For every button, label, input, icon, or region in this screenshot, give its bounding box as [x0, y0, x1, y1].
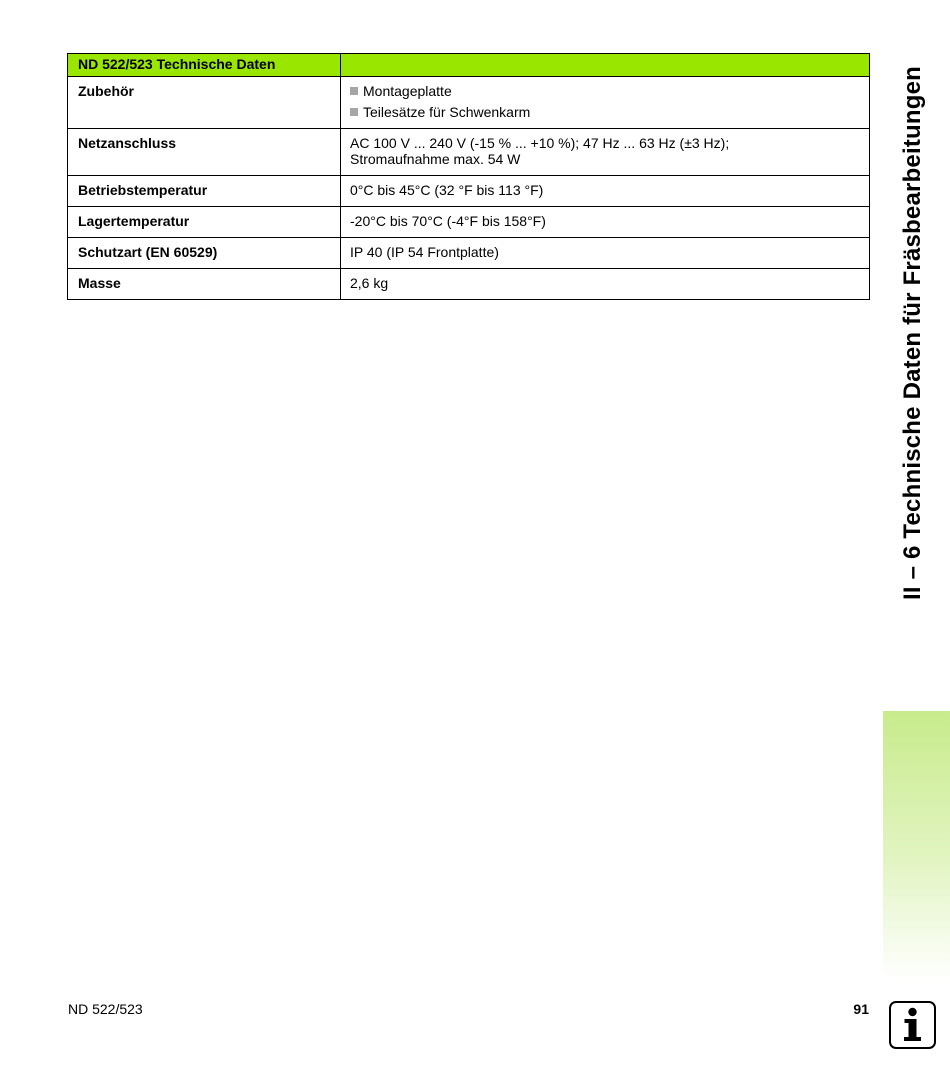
- table-header-empty-cell: [341, 54, 870, 77]
- value-line: IP 40 (IP 54 Frontplatte): [350, 244, 499, 260]
- page-number: 91: [853, 1001, 869, 1017]
- info-icon: [889, 1001, 936, 1049]
- list-item: [350, 104, 869, 120]
- bullet-text: Teilesätze für Schwenkarm: [363, 104, 531, 120]
- row-value-schutzart: [341, 238, 870, 269]
- row-label-masse: Masse: [68, 269, 341, 300]
- row-label-zubehoer: Zubehör: [68, 77, 341, 129]
- table-row: [68, 269, 870, 300]
- value-line: -20°C bis 70°C (-4°F bis 158°F): [350, 213, 546, 229]
- chapter-tab-band: [883, 711, 950, 981]
- row-value-masse: [341, 269, 870, 300]
- row-label-netzanschluss: Netzanschluss: [68, 129, 341, 176]
- row-label-betriebstemperatur: Betriebstemperatur: [68, 176, 341, 207]
- table-row: [68, 77, 870, 129]
- square-bullet-icon: [350, 87, 358, 95]
- table-row: [68, 129, 870, 176]
- row-value-betriebstemperatur: [341, 176, 870, 207]
- footer-product-name: ND 522/523: [68, 1001, 143, 1017]
- row-label-lagertemperatur: Lagertemperatur: [68, 207, 341, 238]
- table-row: [68, 207, 870, 238]
- info-glyph: [891, 1003, 934, 1047]
- row-value-zubehoer: [341, 77, 870, 129]
- value-line: 0°C bis 45°C (32 °F bis 113 °F): [350, 182, 544, 198]
- row-value-netzanschluss: [341, 129, 870, 176]
- table-header-row: [68, 54, 870, 77]
- technical-data-table: [67, 53, 870, 300]
- value-line: 2,6 kg: [350, 275, 389, 291]
- square-bullet-icon: [350, 108, 358, 116]
- bullet-text: Montageplatte: [363, 83, 452, 99]
- value-line: AC 100 V ... 240 V (-15 % ... +10 %); 47 Hz ... 63 Hz (±3 Hz);: [350, 135, 730, 151]
- table-row: [68, 238, 870, 269]
- value-line: Stromaufnahme max. 54 W: [350, 151, 521, 167]
- row-value-lagertemperatur: [341, 207, 870, 238]
- table-row: [68, 176, 870, 207]
- row-label-schutzart: Schutzart (EN 60529): [68, 238, 341, 269]
- list-item: [350, 83, 869, 104]
- chapter-side-title: II – 6 Technische Daten für Fräsbearbeitungen: [899, 65, 926, 600]
- table-title: ND 522/523 Technische Daten: [68, 54, 341, 77]
